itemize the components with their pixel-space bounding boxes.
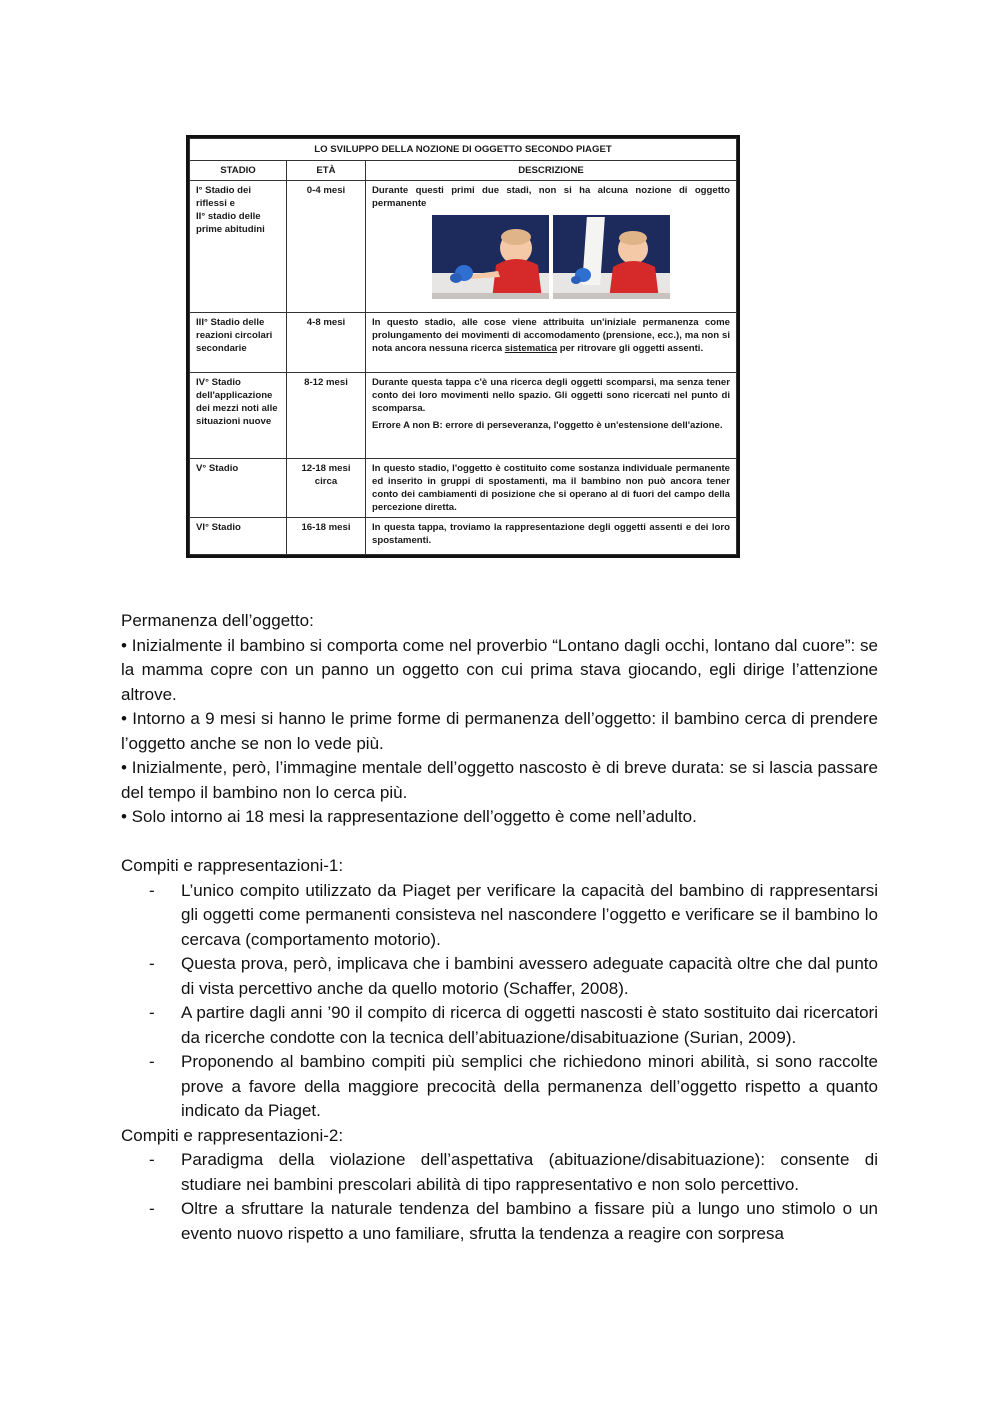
- stage-cell: [190, 181, 287, 313]
- description-text: Errore A non B: errore di perseveranza, l'oggetto è un'estensione dell'azione.: [372, 420, 723, 431]
- baby-photo-reaching: [432, 215, 549, 299]
- description-underlined-text: sistematica: [504, 343, 558, 354]
- dash-marker: -: [149, 1199, 155, 1218]
- photo-strip: [372, 215, 730, 299]
- stage-cell: V° Stadio: [190, 459, 287, 518]
- table-row: [190, 518, 737, 555]
- dash-marker: -: [149, 1150, 155, 1169]
- description-cell: [366, 181, 737, 313]
- piaget-table: [189, 138, 737, 555]
- list-item: [121, 1197, 878, 1246]
- list-item: [121, 1001, 878, 1050]
- list-item-text: Proponendo al bambino compiti più semplici che richiedono minori abilità, si sono raccolte prove a favore della maggiore precocità della permanenza dell’oggetto rispetto a quanto indicato da Piaget.: [181, 1052, 878, 1120]
- section-title-compiti-1: Compiti e rappresentazioni-1:: [121, 856, 344, 875]
- description-cell: [366, 373, 737, 459]
- table-title: LO SVILUPPO DELLA NOZIONE DI OGGETTO SECONDO PIAGET: [190, 139, 737, 161]
- list-item-text: Oltre a sfruttare la naturale tendenza del bambino a fissare più a lungo uno stimolo o un evento nuovo rispetto a uno familiare, sfrutta la tendenza a reagire con sorpresa: [181, 1199, 878, 1243]
- stage-label: II° stadio delle prime abitudini: [196, 211, 265, 235]
- dash-marker: -: [149, 1052, 155, 1071]
- spacer: [121, 830, 878, 855]
- table-row: [190, 313, 737, 373]
- age-cell: 4-8 mesi: [287, 313, 366, 373]
- description-text: per ritrovare gli oggetti assenti.: [557, 343, 704, 354]
- list-item: [121, 879, 878, 953]
- list-item-text: Paradigma della violazione dell’aspettativa (abituazione/disabituazione): consente di studiare nei bambini prescolari abilità di tipo rappresentativo e non solo percettivo.: [181, 1150, 878, 1194]
- dash-marker: -: [149, 1003, 155, 1022]
- age-cell: 16-18 mesi: [287, 518, 366, 555]
- description-text: Durante questi primi due stadi, non si ha alcuna nozione di oggetto permanente: [372, 185, 730, 209]
- age-cell: 12-18 mesi circa: [287, 459, 366, 518]
- section-title-compiti-2: Compiti e rappresentazioni-2:: [121, 1125, 344, 1145]
- list-item: [121, 1050, 878, 1124]
- description-text: Durante questa tappa c'è una ricerca degli oggetti scomparsi, ma senza tener conto dei loro movimenti nello spazio. Gli oggetti sono ricercati nel punto di scomparsa.: [372, 377, 730, 414]
- section-title-permanenza: Permanenza dell’oggetto:: [121, 611, 314, 630]
- stage-cell: IV° Stadio dell'applicazione dei mezzi noti alle situazioni nuove: [190, 373, 287, 459]
- stage-cell: VI° Stadio: [190, 518, 287, 555]
- list-item-text: A partire dagli anni ’90 il compito di ricerca di oggetti nascosti è stato sostituito dai ricercatori da ricerche condotte con la tecnica dell’abituazione/disabituazione (Surian, 2009).: [181, 1003, 878, 1047]
- stage-label: I° Stadio dei riflessi e: [196, 185, 252, 209]
- table-row: [190, 459, 737, 518]
- baby-photo-screen: [553, 215, 670, 299]
- header-descrizione: DESCRIZIONE: [366, 161, 737, 181]
- compiti-1-list: [121, 879, 878, 1124]
- dash-marker: -: [149, 880, 155, 900]
- description-text: In questo stadio, alle cose viene attribuita un'iniziale permanenza come prolungamento dei movimenti di accomodamento (prensione, ecc.), ma non si nota ancora nessuna ricerca: [372, 317, 730, 354]
- compiti-2-list: [121, 1148, 878, 1246]
- header-eta: ETÀ: [287, 161, 366, 181]
- table-row: [190, 373, 737, 459]
- document-body: [121, 609, 878, 1246]
- bullet-paragraph: • Solo intorno ai 18 mesi la rappresentazione dell’oggetto è come nell’adulto.: [121, 807, 697, 826]
- list-item: [121, 952, 878, 1001]
- piaget-table-figure: [186, 135, 740, 558]
- table-row: [190, 181, 737, 313]
- list-item-text: Questa prova, però, implicava che i bambini avessero adeguate capacità oltre che dal punto di vista percettivo anche da quello motorio (Schaffer, 2008).: [181, 954, 878, 998]
- stage-cell: III° Stadio delle reazioni circolari secondarie: [190, 313, 287, 373]
- description-cell: [366, 313, 737, 373]
- list-item-text: L’unico compito utilizzato da Piaget per verificare la capacità del bambino di rappresentarsi gli oggetti come permanenti consisteva nel nascondere l’oggetto e verificare se il bambino lo cercava (comportamento motorio).: [181, 880, 878, 949]
- age-cell: 0-4 mesi: [287, 181, 366, 313]
- list-item: [121, 1148, 878, 1197]
- bullet-paragraph: • Intorno a 9 mesi si hanno le prime forme di permanenza dell’oggetto: il bambino cerca di prendere l’oggetto anche se non lo vede più.: [121, 709, 878, 753]
- description-cell: In questo stadio, l'oggetto è costituito come sostanza individuale permanente ed inserito in gruppi di spostamenti, ma il bambino non può ancora tener conto dei cambiamenti di posizione che si operano al di fuori del campo della percezione diretta.: [366, 459, 737, 518]
- header-stadio: STADIO: [190, 161, 287, 181]
- dash-marker: -: [149, 954, 155, 973]
- bullet-paragraph: • Inizialmente il bambino si comporta come nel proverbio “Lontano dagli occhi, lontano dal cuore”: se la mamma copre con un panno un oggetto con cui prima stava giocando, egli dirige l’attenzione altrove.: [121, 635, 878, 704]
- age-cell: 8-12 mesi: [287, 373, 366, 459]
- bullet-paragraph: • Inizialmente, però, l’immagine mentale dell’oggetto nascosto è di breve durata: se si lascia passare del tempo il bambino non lo cerca più.: [121, 758, 878, 802]
- description-cell: In questa tappa, troviamo la rappresentazione degli oggetti assenti e dei loro spostamenti.: [366, 518, 737, 555]
